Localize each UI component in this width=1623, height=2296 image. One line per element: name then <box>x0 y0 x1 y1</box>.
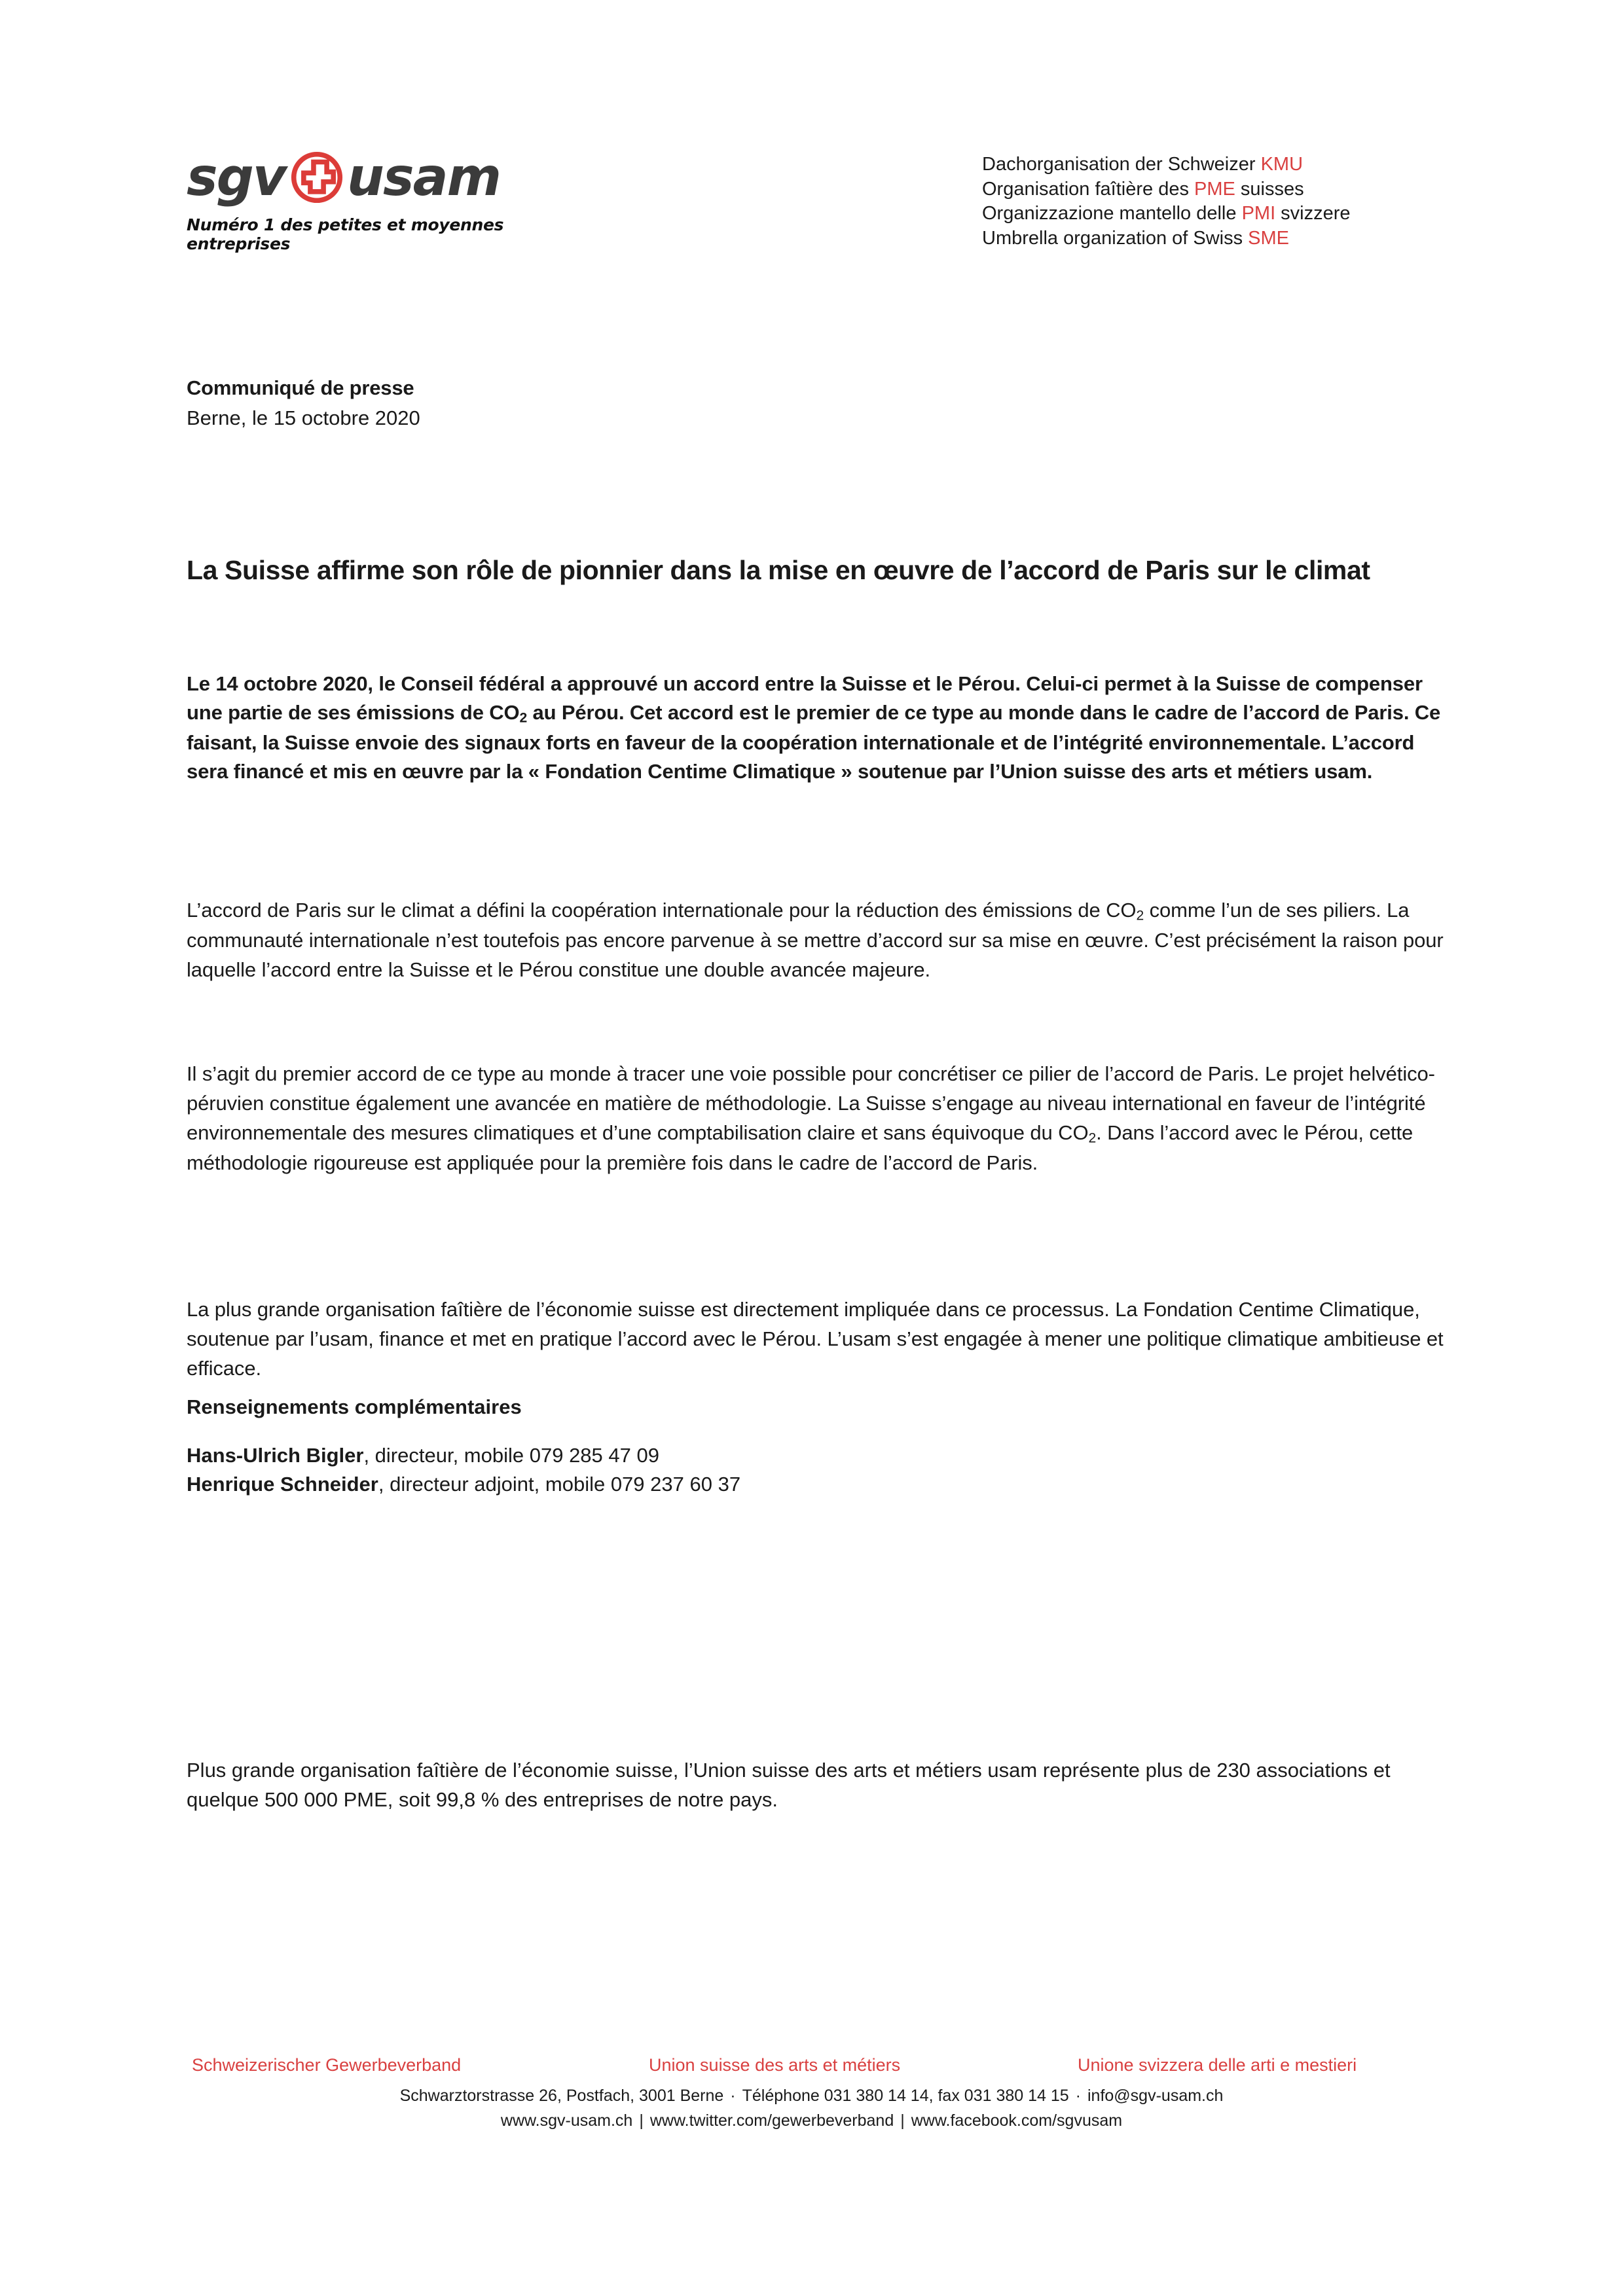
swiss-cross-ring-icon <box>289 150 344 205</box>
footer-link-facebook[interactable]: www.facebook.com/sgvusam <box>911 2111 1123 2130</box>
contacts-heading: Renseignements complémentaires <box>187 1395 522 1418</box>
org-description-de-text: Dachorganisation der Schweizer <box>982 154 1261 175</box>
org-description-en <box>982 226 1351 251</box>
footer-phone: Téléphone 031 380 14 14, fax 031 380 14 15 <box>742 2087 1069 2105</box>
lead-paragraph <box>187 670 1450 787</box>
paragraph-2-part-2: . Dans l’accord avec le Pérou, cette méthodologie rigoureuse est appliquée pour la première fois dans le cadre de l’accord de Paris. <box>187 1121 1413 1175</box>
body-paragraph-3: La plus grande organisation faîtière de l’économie suisse est directement impliquée dans ce processus. La Fondation Centime Climatique, soutenue par l’usam, finance et met en pratique l’accord avec le Pérou. L’usam s’est engagée à mener une politique climatique ambitieuse et efficace. <box>187 1298 1444 1380</box>
org-description-en-text: Umbrella organization of Swiss <box>982 228 1249 249</box>
logo-tagline: Numéro 1 des petites et moyennes entreprises <box>187 215 504 253</box>
footer-separator: · <box>730 2087 736 2105</box>
paragraph-1-part-2: comme l’un de ses piliers. La communauté internationale n’est toutefois pas encore parvenue à se mettre d’accord sur sa mise en œuvre. C’est précisément la raison pour laquelle l’accord entre la Suisse et le Pérou constitue une double avancée majeure. <box>187 899 1444 982</box>
logo-text-sgv: sgv <box>187 147 286 207</box>
footer-contact-line <box>187 2084 1436 2109</box>
footer-link-separator: | <box>900 2111 905 2130</box>
org-description-it-text: Organizzazione mantello delle <box>982 203 1242 224</box>
document-footer <box>187 2055 1436 2133</box>
org-description-de-accent: KMU <box>1260 154 1304 175</box>
contact-role: , directeur, mobile 079 285 47 09 <box>363 1444 659 1467</box>
org-description-it <box>982 202 1351 226</box>
footer-email[interactable]: info@sgv-usam.ch <box>1087 2087 1224 2105</box>
footer-link-separator: | <box>639 2111 644 2130</box>
lead-subscript-1: 2 <box>519 710 528 726</box>
footer-link-website[interactable]: www.sgv-usam.ch <box>500 2111 633 2130</box>
body-paragraph-2 <box>187 1060 1450 1178</box>
org-description-fr-accent: PME <box>1194 178 1235 200</box>
org-description-fr-suffix: suisses <box>1235 178 1304 200</box>
footer-separator: · <box>1075 2087 1081 2105</box>
lead-part-2: au Pérou. Cet accord est le premier de ce type au monde dans le cadre de l’accord de Paris. Ce faisant, la Suisse envoie des signaux forts en faveur de la coopération internationale et de l’intégrité environnementale. L’accord sera financé et mis en œuvre par la « Fondation Centime Climatique » soutenue par l’Union suisse des arts et métiers usam. <box>187 701 1441 783</box>
org-description-it-suffix: svizzere <box>1275 203 1351 224</box>
footer-org-it: Unione svizzera delle arti e mestieri <box>1078 2055 1357 2075</box>
paragraph-1-part-1: L’accord de Paris sur le climat a défini la coopération internationale pour la réduction des émissions de CO <box>187 899 1137 922</box>
footer-links-line <box>187 2109 1436 2134</box>
release-type-label: Communiqué de presse <box>187 376 414 399</box>
contact-item <box>187 1470 740 1499</box>
org-description-fr-text: Organisation faîtière des <box>982 178 1195 200</box>
lead-part-1: Le 14 octobre 2020, le Conseil fédéral a approuvé un accord entre la Suisse et le Pérou. Celui-ci permet à la Suisse de compenser une partie de ses émissions de CO <box>187 672 1423 725</box>
page-title: La Suisse affirme son rôle de pionnier dans la mise en œuvre de l’accord de Paris sur le climat <box>187 555 1370 586</box>
org-description-it-accent: PMI <box>1241 203 1276 224</box>
logo-text-usam: usam <box>347 147 500 207</box>
contact-role: , directeur adjoint, mobile 079 237 60 37 <box>378 1473 741 1496</box>
footer-org-fr: Union suisse des arts et métiers <box>649 2055 901 2075</box>
contact-item <box>187 1441 740 1470</box>
contacts-list <box>187 1441 740 1499</box>
paragraph-2-subscript-1: 2 <box>1088 1130 1097 1146</box>
org-description-de <box>982 152 1351 177</box>
organization-logo <box>187 147 606 253</box>
multilingual-org-descriptions <box>982 152 1351 251</box>
document-header <box>187 147 1436 265</box>
body-paragraph-1 <box>187 896 1450 985</box>
contact-name: Hans-Ulrich Bigler <box>187 1444 364 1467</box>
org-description-fr <box>982 177 1351 202</box>
release-dateline: Berne, le 15 octobre 2020 <box>187 406 420 429</box>
paragraph-1-subscript-1: 2 <box>1136 908 1144 924</box>
footer-link-twitter[interactable]: www.twitter.com/gewerbeverband <box>649 2111 894 2130</box>
org-description-en-accent: SME <box>1248 228 1290 249</box>
footer-organization-names <box>187 2055 1436 2084</box>
footer-org-de: Schweizerischer Gewerbeverband <box>192 2055 462 2075</box>
organization-boilerplate: Plus grande organisation faîtière de l’économie suisse, l’Union suisse des arts et métiers usam représente plus de 230 associations et quelque 500 000 PME, soit 99,8 % des entreprises de notre pays. <box>187 1759 1391 1811</box>
contact-name: Henrique Schneider <box>187 1473 378 1496</box>
logo-wordmark <box>187 147 606 207</box>
footer-address: Schwarztorstrasse 26, Postfach, 3001 Berne <box>399 2087 724 2105</box>
paragraph-2-part-1: Il s’agit du premier accord de ce type au monde à tracer une voie possible pour concrétiser ce pilier de l’accord de Paris. Le projet helvético-péruvien constitue également une avancée en matière de méthodologie. La Suisse s’engage au niveau international en faveur de l’intégrité environnementale des mesures climatiques et d’une comptabilisation claire et sans équivoque du CO <box>187 1062 1435 1144</box>
